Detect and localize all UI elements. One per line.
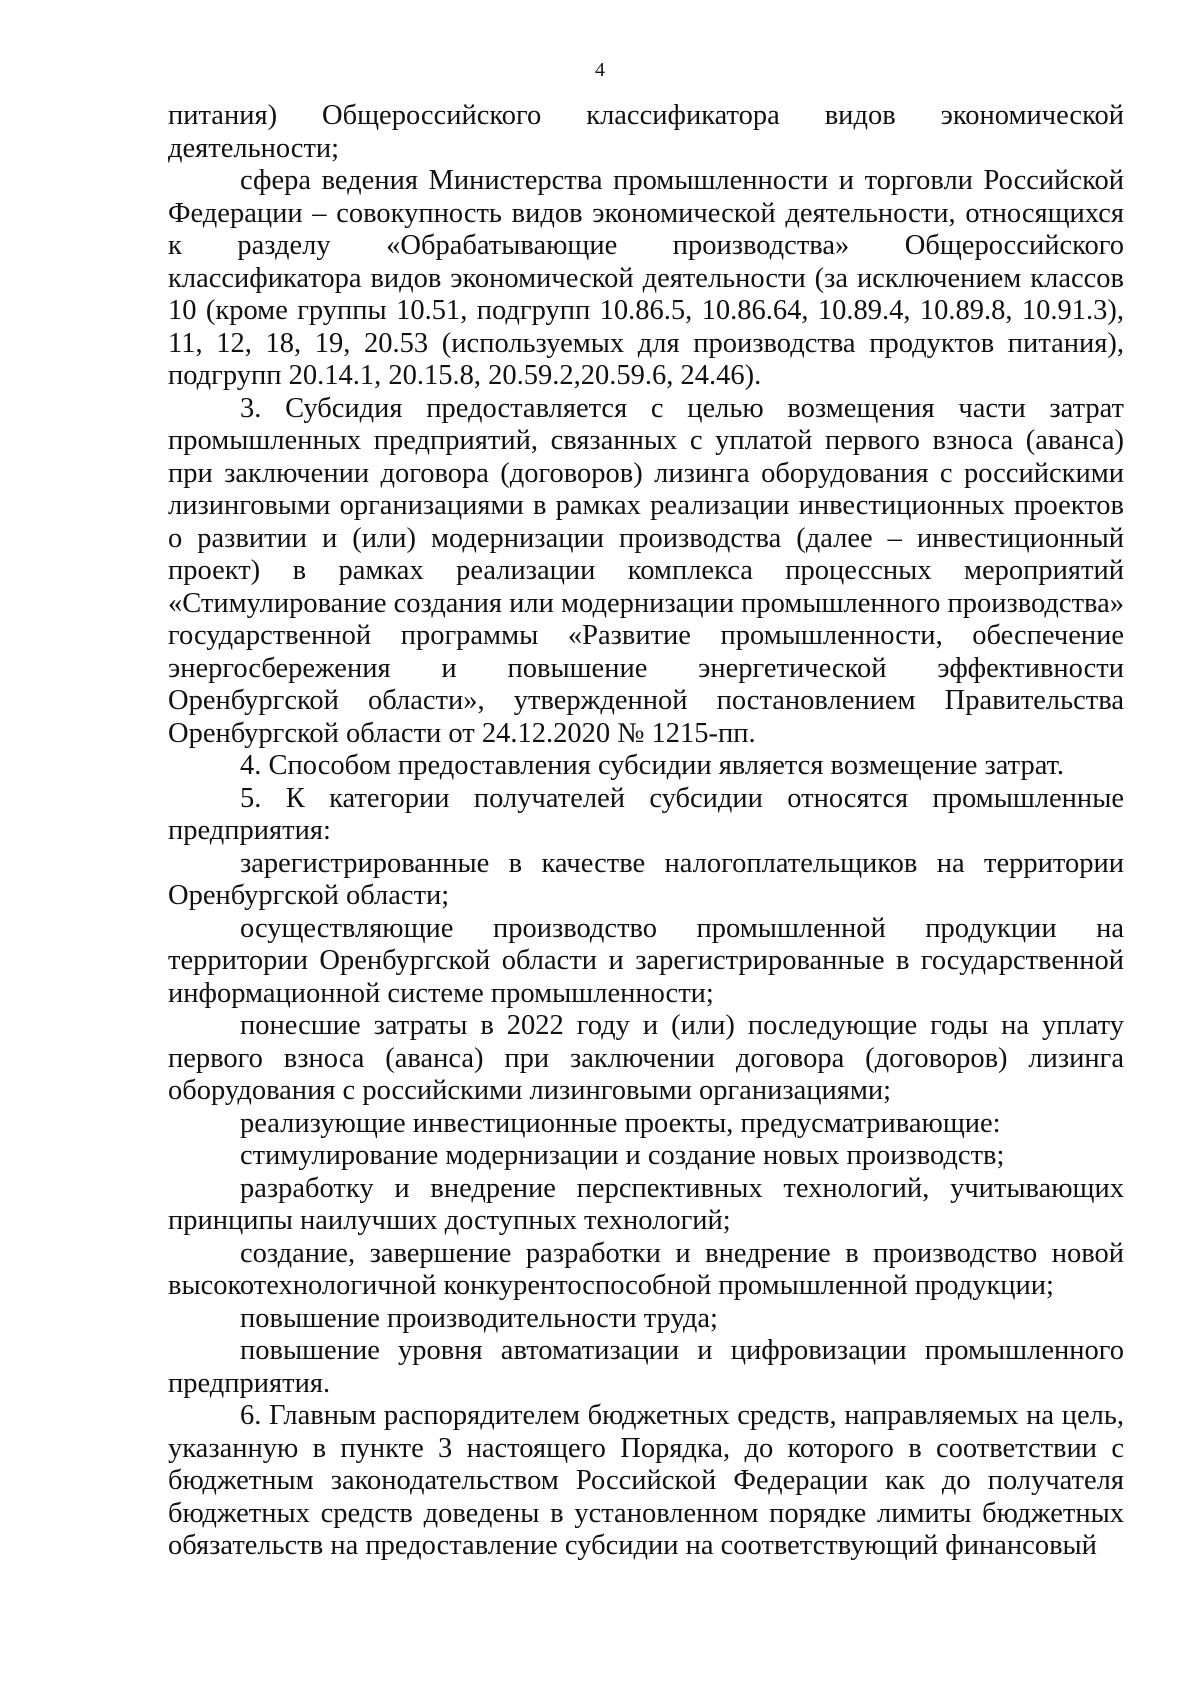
project-new-products: создание, завершение разработки и внедрение в производство новой высокотехнологичной конкурентоспособной промышленной продукции; xyxy=(168,1237,1124,1301)
paragraph-definition-sphere: сфера ведения Министерства промышленности и торговли Российской Федерации – совокупность видов экономической деятельности, относящихся к разделу «Обрабатывающие производства» Общероссийского классификатора видов экономической деятельности (за исключением классов 10 (кроме группы 10.51, подгрупп 10.86.5, 10.86.64, 10.89.4, 10.89.8, 10.91.3), 11, 12, 18, 19, 20.53 (используемых для производства продуктов питания), подгрупп 20.14.1, 20.15.8, 20.59.2,20.59.6, 24.46). xyxy=(168,165,1124,391)
project-technologies: разработку и внедрение перспективных технологий, учитывающих принципы наилучших доступных технологий; xyxy=(168,1172,1124,1236)
document-body xyxy=(168,100,1124,1563)
paragraph-continuation: питания) Общероссийского классификатора видов экономической деятельности; xyxy=(168,100,1124,164)
paragraph-item-6: 6. Главным распорядителем бюджетных средств, направляемых на цель, указанную в пункте 3 настоящего Порядка, до которого в соответствии с бюджетным законодательством Российской Федерации как до получателя бюджетных средств доведены в установленном порядке лимиты бюджетных обязательств на предоставление субсидии на соответствующий финансовый xyxy=(168,1400,1124,1561)
criteria-costs: понесшие затраты в 2022 году и (или) последующие годы на уплату первого взноса (аванса) при заключении договора (договоров) лизинга оборудования с российскими лизинговыми организациями; xyxy=(168,1010,1124,1106)
project-modernization: стимулирование модернизации и создание новых производств; xyxy=(240,1140,1005,1171)
criteria-registered: зарегистрированные в качестве налогоплательщиков на территории Оренбургской области; xyxy=(168,847,1124,911)
criteria-production: осуществляющие производство промышленной продукции на территории Оренбургской области и зарегистрированные в государственной информационной системе промышленности; xyxy=(168,912,1124,1009)
page-number: 4 xyxy=(595,59,605,81)
paragraph-item-4: 4. Способом предоставления субсидии является возмещение затрат. xyxy=(240,750,1065,781)
paragraph-item-5: 5. К категории получателей субсидии относятся промышленные предприятия: xyxy=(168,782,1124,846)
project-productivity: повышение производительности труда; xyxy=(240,1302,718,1334)
paragraph-item-3: 3. Субсидия предоставляется с целью возмещения части затрат промышленных предприятий, связанных с уплатой первого взноса (аванса) при заключении договора (договоров) лизинга оборудования с российскими лизинговыми организациями в рамках реализации инвестиционных проектов о развитии и (или) модернизации производства (далее – инвестиционный проект) в рамках реализации комплекса процессных мероприятий «Стимулирование создания или модернизации промышленного производства» государственной программы «Развитие промышленности, обеспечение энергосбережения и повышение энергетической эффективности Оренбургской области», утвержденной постановлением Правительства Оренбургской области от 24.12.2020 № 1215-пп. xyxy=(168,392,1125,749)
criteria-projects: реализующие инвестиционные проекты, предусматривающие: xyxy=(240,1107,1001,1139)
project-automation: повышение уровня автоматизации и цифровизации промышленного предприятия. xyxy=(168,1335,1124,1399)
